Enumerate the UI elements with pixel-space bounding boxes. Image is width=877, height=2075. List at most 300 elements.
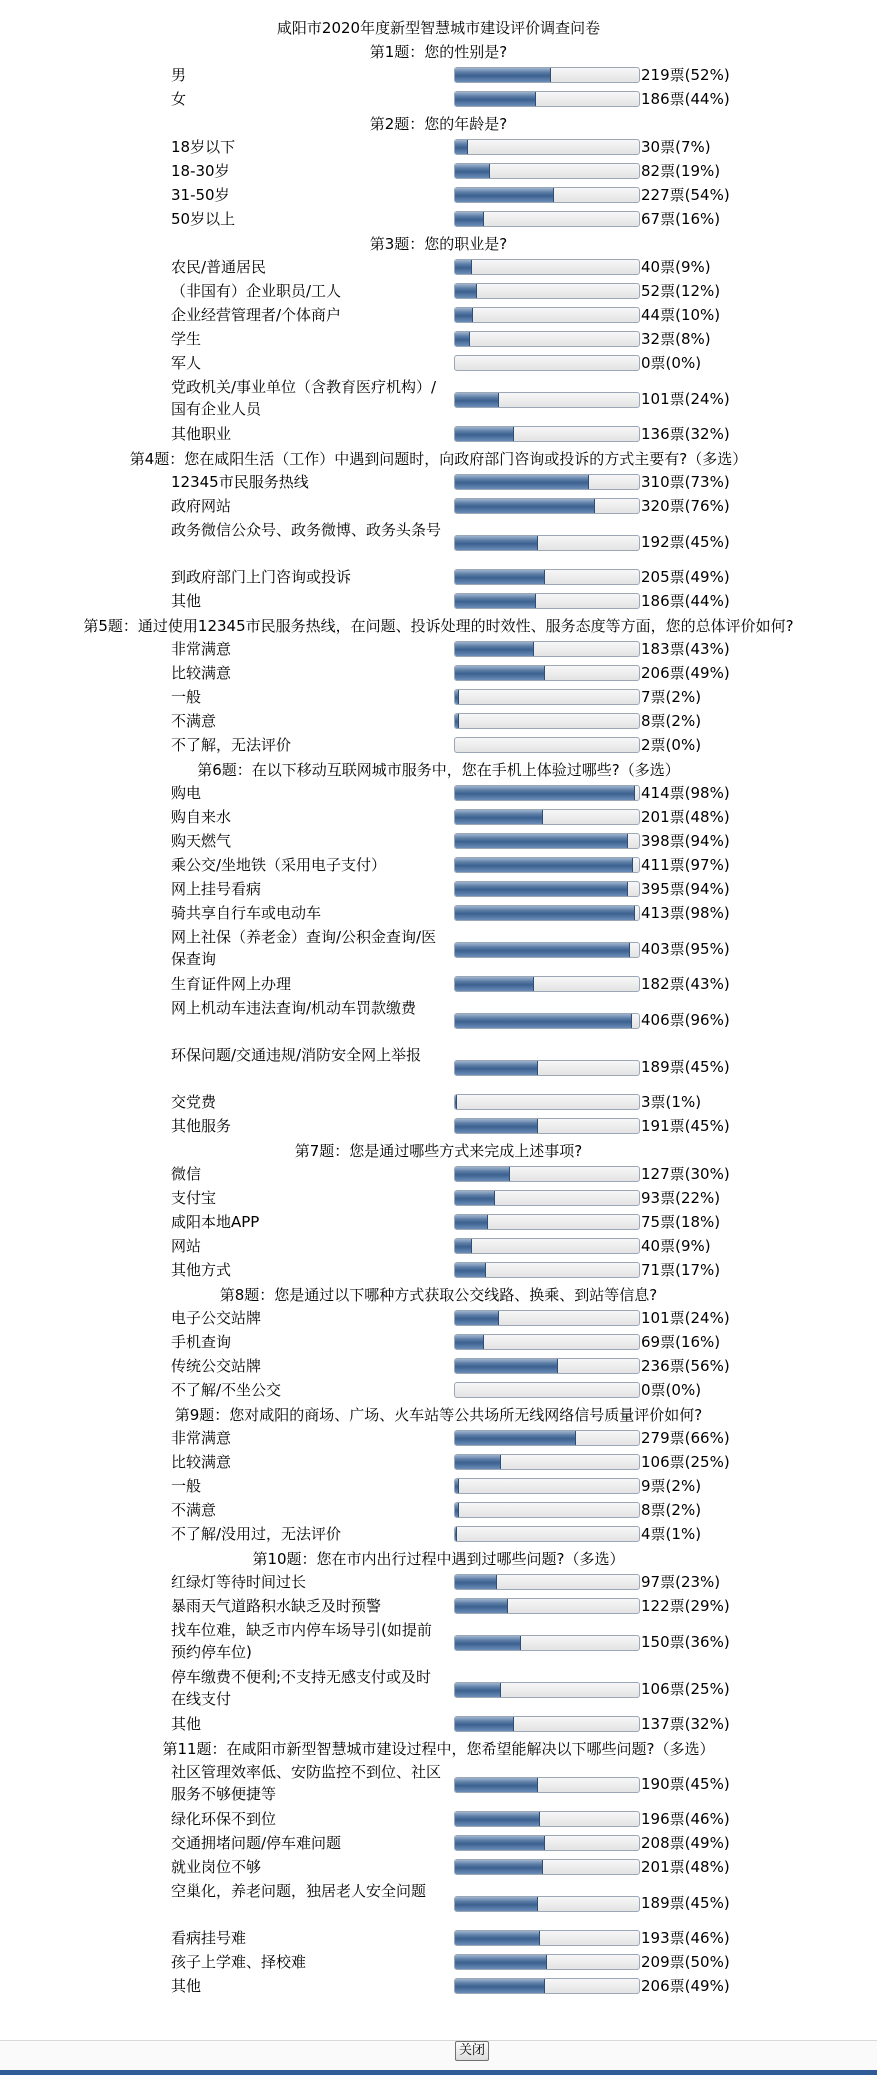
footer-divider [0,2070,877,2075]
answer-label: 传统公交站牌 [171,1357,262,1375]
result-bar [454,1454,640,1470]
result-bar-fill [455,68,551,82]
answer-row [0,1211,877,1235]
answer-label: 一般 [171,1477,202,1495]
result-bar [454,1013,640,1029]
answer-label: 军人 [171,354,202,372]
result-bar [454,942,640,958]
answer-label: （非国有）企业职员/工人 [171,282,342,300]
answer-label: 其他 [171,1977,202,1995]
answer-row [0,328,877,352]
vote-count: 67票(16%) [641,210,721,228]
answer-row [0,1427,877,1451]
result-bar-fill [455,690,459,704]
vote-count: 406票(96%) [641,1011,730,1029]
answer-row [0,1044,877,1091]
answer-label: 党政机关/事业单位（含教育医疗机构）/国有企业人员 [171,378,437,418]
answer-row [0,854,877,878]
result-bar-fill [455,1860,543,1874]
vote-count: 186票(44%) [641,592,730,610]
result-bar-fill [455,666,545,680]
close-button[interactable]: 关闭 [455,2041,489,2061]
result-bar [454,905,640,921]
result-bar [454,283,640,299]
answer-label: 暴雨天气道路积水缺乏及时预警 [171,1597,382,1615]
answer-row [0,973,877,997]
result-bar-fill [455,882,628,896]
result-bar-fill [455,1479,459,1493]
answer-label: 乘公交/坐地铁（采用电子支付） [171,856,387,874]
answer-row [0,519,877,566]
answer-row [0,1235,877,1259]
answer-row [0,471,877,495]
answer-row [0,1808,877,1832]
vote-count: 201票(48%) [641,808,730,826]
result-bar [454,1262,640,1278]
answer-row [0,1163,877,1187]
question-title: 第8题：您是通过以下哪种方式获取公交线路、换乘、到站等信息? [219,1286,658,1304]
answer-label: 18岁以下 [171,138,236,156]
result-bar-fill [455,906,635,920]
vote-count: 52票(12%) [641,282,721,300]
vote-count: 186票(44%) [641,90,730,108]
result-bar-fill [455,1455,501,1469]
answer-row [0,1451,877,1475]
result-bar-fill [455,594,536,608]
result-bar [454,809,640,825]
answer-row [0,64,877,88]
result-bar-fill [455,786,635,800]
answer-row [0,638,877,662]
answer-row [0,256,877,280]
answer-row [0,184,877,208]
result-bar [454,689,640,705]
result-bar [454,665,640,681]
result-bar-fill [455,1599,508,1613]
answer-label: 女 [171,90,187,108]
vote-count: 122票(29%) [641,1597,730,1615]
vote-count: 190票(45%) [641,1775,730,1793]
result-bar-fill [455,1215,488,1229]
answer-label: 比较满意 [171,1453,232,1471]
result-bar [454,1635,640,1651]
result-bar [454,1896,640,1912]
vote-count: 40票(9%) [641,258,711,276]
result-bar-fill [455,1359,558,1373]
vote-count: 69票(16%) [641,1333,721,1351]
result-bar [454,1598,640,1614]
result-bar-fill [455,1575,497,1589]
vote-count: 206票(49%) [641,664,730,682]
vote-count: 32票(8%) [641,330,711,348]
result-bar [454,1310,640,1326]
answer-row [0,1975,877,1999]
answer-label: 咸阳本地APP [171,1213,260,1231]
result-bar [454,307,640,323]
vote-count: 196票(46%) [641,1810,730,1828]
vote-count: 0票(0%) [641,1381,702,1399]
result-bar [454,1358,640,1374]
result-bar [454,1094,640,1110]
answer-label: 农民/普通居民 [171,258,267,276]
result-bar-fill [455,1812,540,1826]
vote-count: 182票(43%) [641,975,730,993]
result-bar [454,1430,640,1446]
result-bar-fill [455,1503,459,1517]
answer-row [0,1115,877,1139]
result-bar [454,785,640,801]
result-bar [454,535,640,551]
vote-count: 209票(50%) [641,1953,730,1971]
question-title: 第7题：您是通过哪些方式来完成上述事项? [294,1142,583,1160]
question-title: 第5题：通过使用12345市民服务热线，在问题、投诉处理的时效性、服务态度等方面，您的总体评价如何? [83,617,794,635]
answer-label: 其他服务 [171,1117,232,1135]
vote-count: 189票(45%) [641,1894,730,1912]
question-title: 第3题：您的职业是? [369,235,508,253]
answer-row [0,830,877,854]
result-bar [454,713,640,729]
answer-row [0,806,877,830]
answer-row [0,662,877,686]
vote-count: 395票(94%) [641,880,730,898]
result-bar-fill [455,1683,501,1697]
result-bar-fill [455,499,595,513]
answer-label: 看病挂号难 [171,1929,247,1947]
vote-count: 8票(2%) [641,712,702,730]
answer-row [0,160,877,184]
vote-count: 320票(76%) [641,497,730,515]
answer-label: 红绿灯等待时间过长 [171,1573,307,1591]
result-bar-fill [455,164,490,178]
result-bar [454,163,640,179]
answer-label: 非常满意 [171,1429,232,1447]
result-bar [454,857,640,873]
result-bar-fill [455,1836,545,1850]
result-bar-fill [455,1335,484,1349]
answer-label: 社区管理效率低、安防监控不到位、社区服务不够便捷等 [171,1763,442,1803]
result-bar [454,1502,640,1518]
answer-label: 其他职业 [171,425,232,443]
answer-row [0,686,877,710]
answer-label: 学生 [171,330,202,348]
answer-label: 生育证件网上办理 [171,975,292,993]
question-title: 第1题：您的性别是? [369,43,508,61]
vote-count: 398票(94%) [641,832,730,850]
result-bar-fill [455,1717,514,1731]
answer-row [0,423,877,447]
vote-count: 2票(0%) [641,736,702,754]
vote-count: 189票(45%) [641,1058,730,1076]
answer-label: 购电 [171,784,202,802]
answer-label: 其他方式 [171,1261,232,1279]
vote-count: 44票(10%) [641,306,721,324]
question-title: 第6题：在以下移动互联网城市服务中，您在手机上体验过哪些?（多选） [197,761,680,779]
answer-row [0,1379,877,1403]
answer-label: 比较满意 [171,664,232,682]
answer-row [0,926,877,973]
answer-label: 网上机动车违法查询/机动车罚款缴费 [171,999,417,1017]
vote-count: 403票(95%) [641,940,730,958]
answer-row [0,710,877,734]
result-bar [454,331,640,347]
result-bar [454,1334,640,1350]
answer-row [0,1187,877,1211]
answer-row [0,1355,877,1379]
result-bar [454,355,640,371]
survey-results [0,16,877,1999]
result-bar-fill [455,1095,457,1109]
result-bar-fill [455,1431,576,1445]
result-bar-fill [455,427,514,441]
result-bar-fill [455,1239,472,1253]
vote-count: 4票(1%) [641,1525,702,1543]
result-bar [454,259,640,275]
vote-count: 30票(7%) [641,138,711,156]
result-bar-fill [455,1897,538,1911]
result-bar [454,1930,640,1946]
answer-row [0,782,877,806]
result-bar-fill [455,308,473,322]
result-bar-fill [455,393,499,407]
result-bar-fill [455,188,554,202]
answer-label: 手机查询 [171,1333,232,1351]
answer-row [0,1091,877,1115]
result-bar-fill [455,810,543,824]
answer-label: 企业经营管理者/个体商户 [171,306,342,324]
result-bar-fill [455,332,470,346]
answer-label: 购自来水 [171,808,232,826]
answer-label: 网上社保（养老金）查询/公积金查询/医保查询 [171,928,437,968]
answer-label: 非常满意 [171,640,232,658]
answer-label: 孩子上学难、择校难 [171,1953,307,1971]
answer-row [0,997,877,1044]
vote-count: 201票(48%) [641,1858,730,1876]
result-bar-fill [455,536,538,550]
answer-row [0,352,877,376]
result-bar [454,1526,640,1542]
result-bar [454,881,640,897]
result-bar [454,1835,640,1851]
vote-count: 97票(23%) [641,1573,721,1591]
answer-label: 停车缴费不便利;不支持无感支付或及时在线支付 [171,1668,432,1708]
result-bar-fill [455,858,633,872]
answer-row [0,1571,877,1595]
answer-row [0,1595,877,1619]
vote-count: 192票(45%) [641,533,730,551]
answer-row [0,1307,877,1331]
result-bar-fill [455,1931,540,1945]
result-bar [454,91,640,107]
page-title: 咸阳市2020年度新型智慧城市建设评价调查问卷 [276,19,601,37]
vote-count: 101票(24%) [641,390,730,408]
question-title: 第10题：您在市内出行过程中遇到过哪些问题?（多选） [252,1550,625,1568]
answer-label: 不了解，无法评价 [171,736,292,754]
answer-label: 空巢化，养老问题，独居老人安全问题 [171,1882,427,1900]
result-bar [454,1978,640,1994]
vote-count: 236票(56%) [641,1357,730,1375]
answer-label: 不满意 [171,712,217,730]
vote-count: 414票(98%) [641,784,730,802]
vote-count: 219票(52%) [641,66,730,84]
question-title: 第11题：在咸阳市新型智慧城市建设过程中，您希望能解决以下哪些问题?（多选） [162,1740,715,1758]
result-bar [454,1190,640,1206]
result-bar-fill [455,1061,538,1075]
result-bar [454,976,640,992]
vote-count: 137票(32%) [641,1715,730,1733]
answer-label: 找车位难，缺乏市内停车场导引(如提前预约停车位) [171,1621,432,1661]
result-bar [454,1478,640,1494]
vote-count: 310票(73%) [641,473,730,491]
result-bar [454,569,640,585]
result-bar [454,1777,640,1793]
answer-row [0,1475,877,1499]
vote-count: 0票(0%) [641,354,702,372]
question-title: 第4题：您在咸阳生活（工作）中遇到问题时，向政府部门咨询或投诉的方式主要有?（多选） [129,450,748,468]
result-bar-fill [455,284,477,298]
answer-label: 政府网站 [171,497,232,515]
result-bar-fill [455,1167,510,1181]
result-bar-fill [455,834,628,848]
vote-count: 206票(49%) [641,1977,730,1995]
answer-row [0,1331,877,1355]
vote-count: 93票(22%) [641,1189,721,1207]
vote-count: 75票(18%) [641,1213,721,1231]
vote-count: 40票(9%) [641,1237,711,1255]
answer-label: 到政府部门上门咨询或投诉 [171,568,352,586]
result-bar-fill [455,1014,632,1028]
result-bar [454,1811,640,1827]
result-bar [454,737,640,753]
result-bar [454,187,640,203]
result-bar [454,593,640,609]
result-bar [454,1238,640,1254]
answer-label: 50岁以上 [171,210,236,228]
answer-label: 交通拥堵问题/停车难问题 [171,1834,342,1852]
result-bar-fill [455,1119,538,1133]
result-bar [454,1682,640,1698]
result-bar [454,426,640,442]
answer-label: 18-30岁 [171,162,230,180]
answer-row [0,136,877,160]
result-bar-fill [455,570,545,584]
result-bar [454,211,640,227]
answer-row [0,1499,877,1523]
result-bar-fill [455,475,589,489]
answer-label: 购天燃气 [171,832,232,850]
vote-count: 136票(32%) [641,425,730,443]
answer-label: 12345市民服务热线 [171,473,309,491]
vote-count: 7票(2%) [641,688,702,706]
answer-row [0,1856,877,1880]
answer-row [0,1666,877,1713]
result-bar [454,392,640,408]
answer-row [0,495,877,519]
answer-label: 不了解/没用过，无法评价 [171,1525,342,1543]
result-bar [454,1716,640,1732]
answer-label: 骑共享自行车或电动车 [171,904,322,922]
answer-row [0,1832,877,1856]
answer-label: 就业岗位不够 [171,1858,262,1876]
answer-row [0,1523,877,1547]
result-bar [454,1954,640,1970]
result-bar-fill [455,977,534,991]
vote-count: 127票(30%) [641,1165,730,1183]
footer-bar [0,2040,877,2075]
answer-row [0,878,877,902]
answer-label: 网上挂号看病 [171,880,262,898]
answer-label: 男 [171,66,187,84]
answer-label: 其他 [171,592,202,610]
answer-row [0,566,877,590]
answer-label: 不满意 [171,1501,217,1519]
result-bar-fill [455,1263,486,1277]
answer-row [0,1619,877,1666]
result-bar [454,1118,640,1134]
result-bar-fill [455,140,468,154]
result-bar [454,1859,640,1875]
result-bar-fill [455,212,484,226]
result-bar [454,1166,640,1182]
vote-count: 71票(17%) [641,1261,721,1279]
vote-count: 227票(54%) [641,186,730,204]
result-bar-fill [455,1778,538,1792]
vote-count: 8票(2%) [641,1501,702,1519]
vote-count: 208票(49%) [641,1834,730,1852]
result-bar [454,833,640,849]
vote-count: 413票(98%) [641,904,730,922]
vote-count: 82票(19%) [641,162,721,180]
result-bar-fill [455,642,534,656]
vote-count: 106票(25%) [641,1453,730,1471]
result-bar-fill [455,1527,457,1541]
answer-row [0,1880,877,1927]
answer-label: 政务微信公众号、政务微博、政务头条号 [171,521,442,539]
result-bar [454,67,640,83]
result-bar-fill [455,1979,545,1993]
answer-label: 绿化环保不到位 [171,1810,277,1828]
answer-label: 一般 [171,688,202,706]
question-list [0,40,877,1999]
answer-row [0,1761,877,1808]
vote-count: 101票(24%) [641,1309,730,1327]
answer-label: 电子公交站牌 [171,1309,262,1327]
result-bar-fill [455,1311,499,1325]
answer-label: 不了解/不坐公交 [171,1381,282,1399]
vote-count: 183票(43%) [641,640,730,658]
answer-row [0,208,877,232]
answer-label: 其他 [171,1715,202,1733]
answer-label: 微信 [171,1165,202,1183]
answer-row [0,1951,877,1975]
answer-label: 31-50岁 [171,186,230,204]
answer-label: 交党费 [171,1093,217,1111]
result-bar [454,498,640,514]
result-bar [454,1382,640,1398]
result-bar [454,641,640,657]
result-bar [454,139,640,155]
result-bar [454,1574,640,1590]
result-bar-fill [455,92,536,106]
answer-label: 环保问题/交通违规/消防安全网上举报 [171,1046,422,1064]
vote-count: 150票(36%) [641,1633,730,1651]
question-title: 第2题：您的年龄是? [369,115,508,133]
result-bar-fill [455,1636,521,1650]
vote-count: 193票(46%) [641,1929,730,1947]
vote-count: 9票(2%) [641,1477,702,1495]
result-bar [454,474,640,490]
result-bar-fill [455,1955,547,1969]
vote-count: 205票(49%) [641,568,730,586]
